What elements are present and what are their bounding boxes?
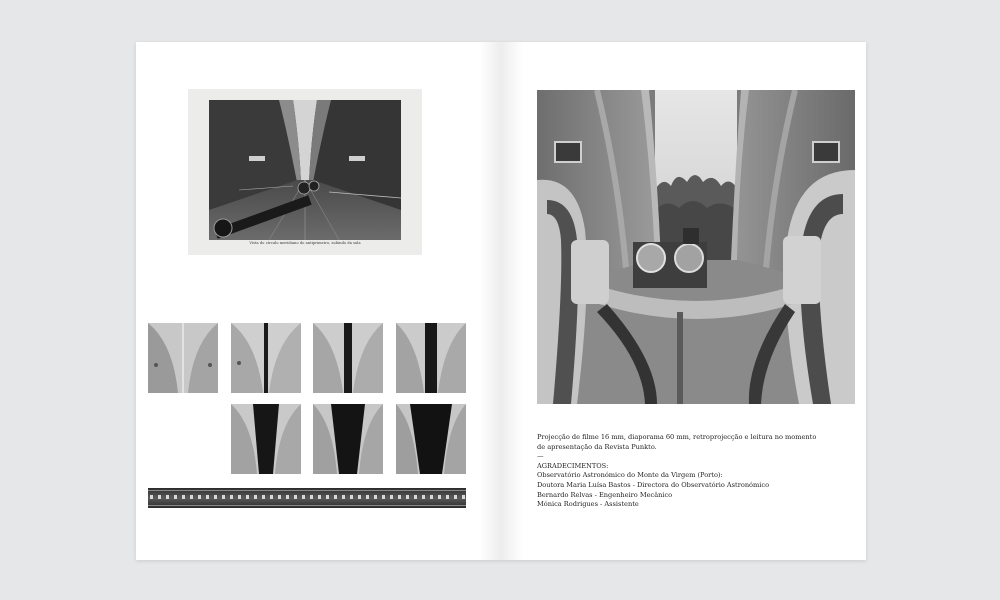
description-line: de apresentação da Revista Punkto.: [537, 442, 657, 451]
acknowledgement-line: Mónica Rodrigues - Assistente: [537, 500, 639, 509]
film-strip: [148, 488, 466, 508]
thumbnail-dome-2: [231, 323, 301, 393]
left-page: [136, 42, 501, 560]
divider: —: [537, 452, 544, 461]
gutter-shadow: [479, 42, 501, 560]
archive-photo-meridian-room: [209, 100, 401, 240]
observatory-dome-photo: [537, 90, 855, 404]
acknowledgement-line: Bernardo Relvas - Engenheiro Mecânico: [537, 490, 673, 499]
thumbnail-dome-3: [313, 323, 383, 393]
thumbnail-dome-6: [313, 404, 383, 474]
archive-print: [188, 89, 422, 255]
acknowledgement-line: Observatório Astronómico do Monte da Virgem (Porto):: [537, 471, 723, 480]
archive-caption: Vista do círculo meridiano do antiprimeiro, subindo da sala: [249, 241, 361, 245]
thumbnail-dome-7: [396, 404, 466, 474]
description-line: Projecção de filme 16 mm, diaporama 60 mm, retroprojecção e leitura no momento: [537, 433, 817, 441]
right-page: [501, 42, 866, 560]
credits-text-block: [537, 433, 837, 510]
acknowledgement-line: Doutora Maria Luísa Bastos - Directora do Observatório Astronómico: [537, 480, 770, 489]
gutter-shadow: [501, 42, 523, 560]
thumbnail-dome-1: [148, 323, 218, 393]
thumbnail-dome-5: [231, 404, 301, 474]
book-spread: [136, 42, 866, 560]
acknowledgements-title: AGRADECIMENTOS:: [537, 461, 609, 470]
thumbnail-dome-4: [396, 323, 466, 393]
